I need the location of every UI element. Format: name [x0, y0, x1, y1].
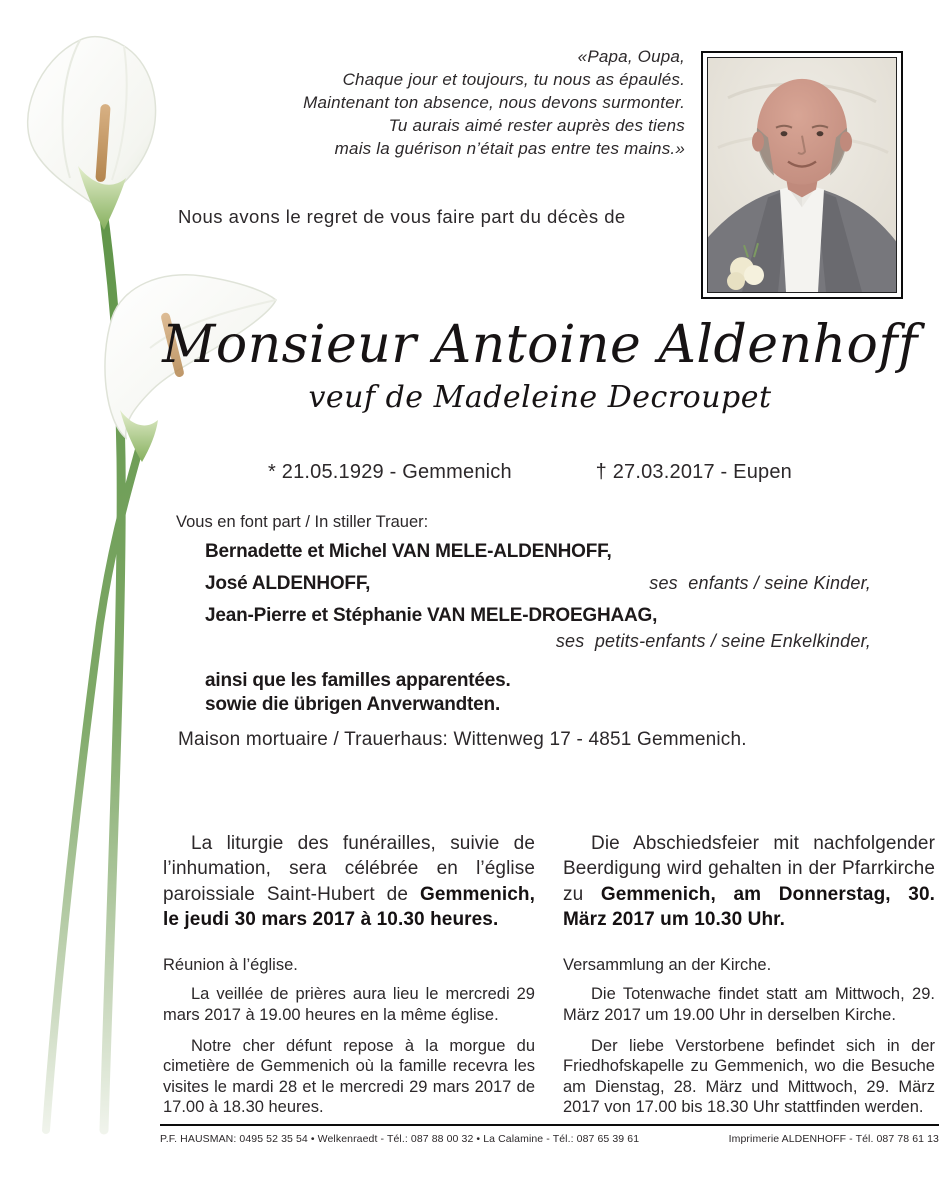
vigil-paragraph-fr: La veillée de prières aura lieu le mercredi 29 mars 2017 à 19.00 heures en la même église. [163, 985, 535, 1024]
mortuary-line: Maison mortuaire / Trauerhaus: Wittenweg 17 - 4851 Gemmenich. [178, 729, 747, 750]
french-column [163, 831, 535, 1129]
relation-label-grandchildren: ses petits-enfants / seine Enkelkinder, [555, 631, 871, 651]
announcement-line: Nous avons le regret de vous faire part du décès de [178, 206, 626, 227]
relation-label-children: ses enfants / seine Kinder, [649, 573, 871, 593]
mourner-line: Jean-Pierre et Stéphanie VAN MELE-DROEGHAAG, [205, 605, 658, 626]
footer-printer: Imprimerie ALDENHOFF - Tél. 087 78 61 13 [728, 1133, 939, 1145]
birth-date: * 21.05.1929 - Gemmenich [268, 461, 512, 483]
life-dates [268, 461, 792, 484]
families-line-de: sowie die übrigen Anverwandten. [205, 694, 501, 716]
meeting-line-fr: Réunion à l’église. [163, 956, 298, 975]
meeting-line-de: Versammlung an der Kirche. [563, 956, 772, 975]
vigil-paragraph-de: Die Totenwache findet statt am Mittwoch, 29. März 2017 um 19.00 Uhr in derselben Kirche. [563, 985, 935, 1024]
visits-paragraph-de: Der liebe Verstorbene befindet sich in der Friedhofskapelle zu Gemmenich, wo die Besuche am Dienstag, 28. März und Mittwoch, 29. März 2017 von 17.00 bis 18.30 Uhr stattfinden werden. [563, 1036, 935, 1117]
deceased-subtitle: veuf de Madeleine Decroupet [308, 380, 772, 416]
service-text-fr: La liturgie des funérailles, suivie de l’inhumation, sera célébrée en l’église paroissiale Saint-Hubert de [163, 833, 535, 905]
death-date: † 27.03.2017 - Eupen [595, 461, 792, 483]
memorial-quote [288, 45, 685, 161]
footer [160, 1124, 939, 1145]
calla-flower-top [28, 37, 156, 230]
quote-line: Tu aurais aimé rester auprès des tiens [388, 116, 685, 136]
mourner-line: Bernadette et Michel VAN MELE-ALDENHOFF, [205, 541, 612, 562]
title-block [150, 316, 930, 415]
visits-paragraph-fr: Notre cher défunt repose à la morgue du cimetière de Gemmenich où la famille recevra les visites le mardi 28 et le mercredi 29 mars 2017 de 17.00 à 18.30 heures. [163, 1036, 535, 1117]
quote-line: Chaque jour et toujours, tu nous as épaulés. [342, 70, 685, 90]
portrait-photo [707, 57, 897, 293]
service-text-bold-de: Gemmenich, am Donnerstag, 30. März 2017 um 10.30 Uhr. [563, 883, 935, 930]
deceased-name: Monsieur Antoine Aldenhoff [162, 315, 918, 375]
portrait-photo-frame [701, 51, 903, 299]
quote-line: mais la guérison n’était pas entre tes mains.» [334, 139, 685, 159]
service-paragraph-de [563, 831, 935, 932]
service-paragraph-fr [163, 831, 535, 932]
mourners-list [205, 541, 871, 718]
mourner-row [205, 573, 871, 595]
stem-2 [46, 446, 140, 1130]
quote-line: «Papa, Oupa, [577, 47, 685, 66]
mourners-intro: Vous en font part / In stiller Trauer: [176, 513, 429, 531]
service-columns [163, 831, 935, 1129]
mourner-line: José ALDENHOFF, [205, 573, 371, 594]
service-text-de: Die Abschiedsfeier mit nachfolgender Beerdigung wird gehalten in der Pfarrkirche zu [563, 833, 935, 905]
families-line-fr: ainsi que les familles apparentées. [205, 670, 511, 691]
quote-line: Maintenant ton absence, nous devons surmonter. [303, 93, 685, 113]
german-column [563, 831, 935, 1129]
portrait-illustration [708, 58, 896, 292]
service-text-bold-fr: Gemmenich, le jeudi 30 mars 2017 à 10.30 heures. [163, 883, 535, 930]
footer-funeral-home: P.F. HAUSMAN: 0495 52 35 54 • Welkenraedt - Tél.: 087 88 00 32 • La Calamine - Tél.: 087 65 39 61 [160, 1133, 640, 1145]
